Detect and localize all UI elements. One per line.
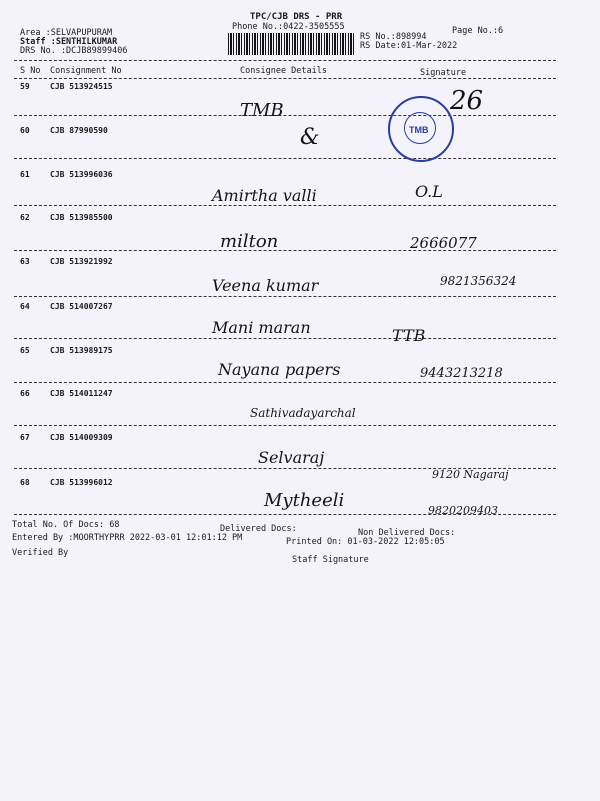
rs-date: RS Date:01-Mar-2022 [360, 41, 458, 51]
bank-stamp [388, 96, 454, 162]
handwritten-signature: 2666077 [410, 234, 477, 252]
drs-number: DRS No. :DCJB89899406 [20, 46, 128, 56]
total-docs: Total No. Of Docs: 68 [12, 520, 120, 530]
row-consignment: CJB 514007267 [50, 302, 113, 311]
handwritten-name: Mytheeli [264, 490, 345, 511]
handwritten-name: Mani maran [212, 318, 311, 337]
row-divider [14, 158, 556, 159]
row-consignment: CJB 513989175 [50, 346, 113, 355]
handwritten-name: Amirtha valli [212, 186, 317, 205]
row-sno: 62 [20, 213, 30, 222]
handwritten-signature: 9820209403 [428, 504, 498, 517]
divider [14, 60, 556, 61]
handwritten-mark: & [300, 125, 320, 150]
handwritten-name: Selvaraj [258, 448, 325, 467]
handwritten-name: Sathivadayarchal [250, 406, 356, 420]
entered-by: Entered By :MOORTHYPRR 2022-03-01 12:01:12 PM [12, 533, 243, 543]
handwritten-name: TMB [240, 100, 284, 121]
row-divider [14, 205, 556, 206]
handwritten-signature: O.L [415, 182, 443, 201]
row-consignment: CJB 513921992 [50, 257, 113, 266]
rs-number: RS No.:898994 [360, 32, 427, 42]
page-number: Page No.:6 [452, 26, 504, 36]
col-sno: S No [20, 66, 41, 76]
barcode [228, 33, 354, 55]
row-sno: 61 [20, 170, 30, 179]
row-consignment: CJB 513996012 [50, 478, 113, 487]
handwritten-signature: 9120 Nagaraj [432, 468, 509, 481]
row-sno: 63 [20, 257, 30, 266]
row-sno: 68 [20, 478, 30, 487]
document-title: TPC/CJB DRS - PRR [250, 12, 343, 22]
row-sno: 64 [20, 302, 30, 311]
printed-on: Printed On: 01-03-2022 12:05:05 [286, 537, 445, 547]
col-signature: Signature [420, 68, 467, 78]
row-divider [14, 382, 556, 383]
area: Area :SELVAPUPURAM [20, 28, 113, 38]
phone-number: Phone No.:0422-3505555 [232, 22, 345, 32]
staff: Staff :SENTHILKUMAR [20, 37, 118, 47]
row-consignment: CJB 513985500 [50, 213, 113, 222]
row-consignment: CJB 513996036 [50, 170, 113, 179]
row-sno: 59 [20, 82, 30, 91]
handwritten-signature: TTB [392, 326, 426, 345]
handwritten-signature: 9443213218 [420, 366, 503, 381]
row-sno: 66 [20, 389, 30, 398]
row-consignment: CJB 514011247 [50, 389, 113, 398]
col-consignee: Consignee Details [240, 66, 327, 76]
row-divider [14, 425, 556, 426]
row-consignment: CJB 514009309 [50, 433, 113, 442]
stamp-text: TMB [409, 125, 429, 135]
handwritten-stamp-date: 26 [450, 86, 484, 116]
col-consignment: Consignment No [50, 66, 122, 76]
row-consignment: CJB 87990590 [50, 126, 108, 135]
handwritten-name: Nayana papers [218, 360, 341, 379]
divider [14, 78, 556, 79]
non-delivered-docs: Non Delivered Docs: [358, 528, 456, 538]
row-sno: 67 [20, 433, 30, 442]
handwritten-signature: 9821356324 [440, 274, 517, 288]
handwritten-name: milton [220, 231, 279, 252]
row-divider [14, 338, 556, 339]
row-divider [14, 296, 556, 297]
row-consignment: CJB 513924515 [50, 82, 113, 91]
row-sno: 60 [20, 126, 30, 135]
delivered-docs: Delivered Docs: [220, 524, 297, 534]
row-sno: 65 [20, 346, 30, 355]
handwritten-name: Veena kumar [212, 276, 319, 295]
staff-signature: Staff Signature [292, 555, 369, 565]
verified-by: Verified By [12, 548, 69, 558]
